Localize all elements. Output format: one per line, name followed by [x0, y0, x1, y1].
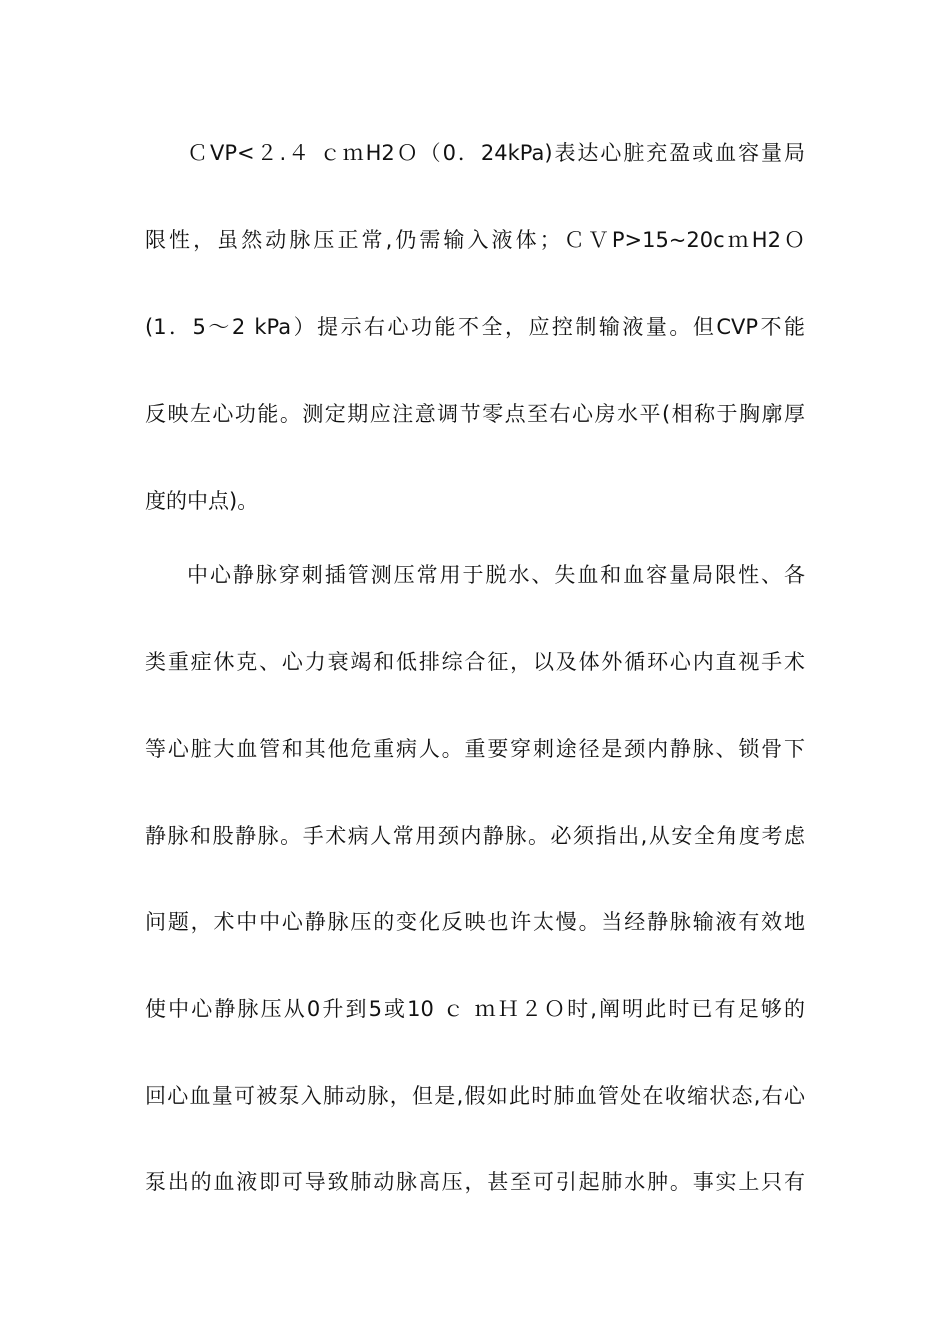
text-line: 中心静脉穿刺插管测压常用于脱水、失血和血容量局限性、各 — [187, 563, 805, 587]
text-line: 限性，虽然动脉压正常,仍需输入液体；ＣＶP>15~20cｍH2Ｏ — [145, 228, 805, 252]
text-line: 度的中点)。 — [145, 489, 259, 513]
text-line: 问题，术中中心静脉压的变化反映也许太慢。当经静脉输液有效地 — [145, 910, 805, 934]
text-line: 静脉和股静脉。手术病人常用颈内静脉。必须指出,从安全角度考虑 — [145, 824, 805, 848]
text-line: ＣVP<２.４ ｃｍH2Ｏ（0．24kPa)表达心脏充盈或血容量局 — [187, 141, 805, 165]
text-line: 回心血量可被泵入肺动脉，但是,假如此时肺血管处在收缩状态,右心 — [145, 1084, 805, 1108]
text-line: 反映左心功能。测定期应注意调节零点至右心房水平(相称于胸廓厚 — [145, 402, 805, 426]
text-line: (1．5～2 kPa）提示右心功能不全，应控制输液量。但CVP不能 — [145, 315, 805, 339]
text-line: 泵出的血液即可导致肺动脉高压，甚至可引起肺水肿。事实上只有 — [145, 1170, 805, 1194]
text-line: 等心脏大血管和其他危重病人。重要穿刺途径是颈内静脉、锁骨下 — [145, 737, 805, 761]
text-line: 使中心静脉压从0升到5或10 ｃ ｍＨ２Ｏ时,阐明此时已有足够的 — [145, 997, 805, 1021]
text-line: 类重症休克、心力衰竭和低排综合征，以及体外循环心内直视手术 — [145, 650, 805, 674]
